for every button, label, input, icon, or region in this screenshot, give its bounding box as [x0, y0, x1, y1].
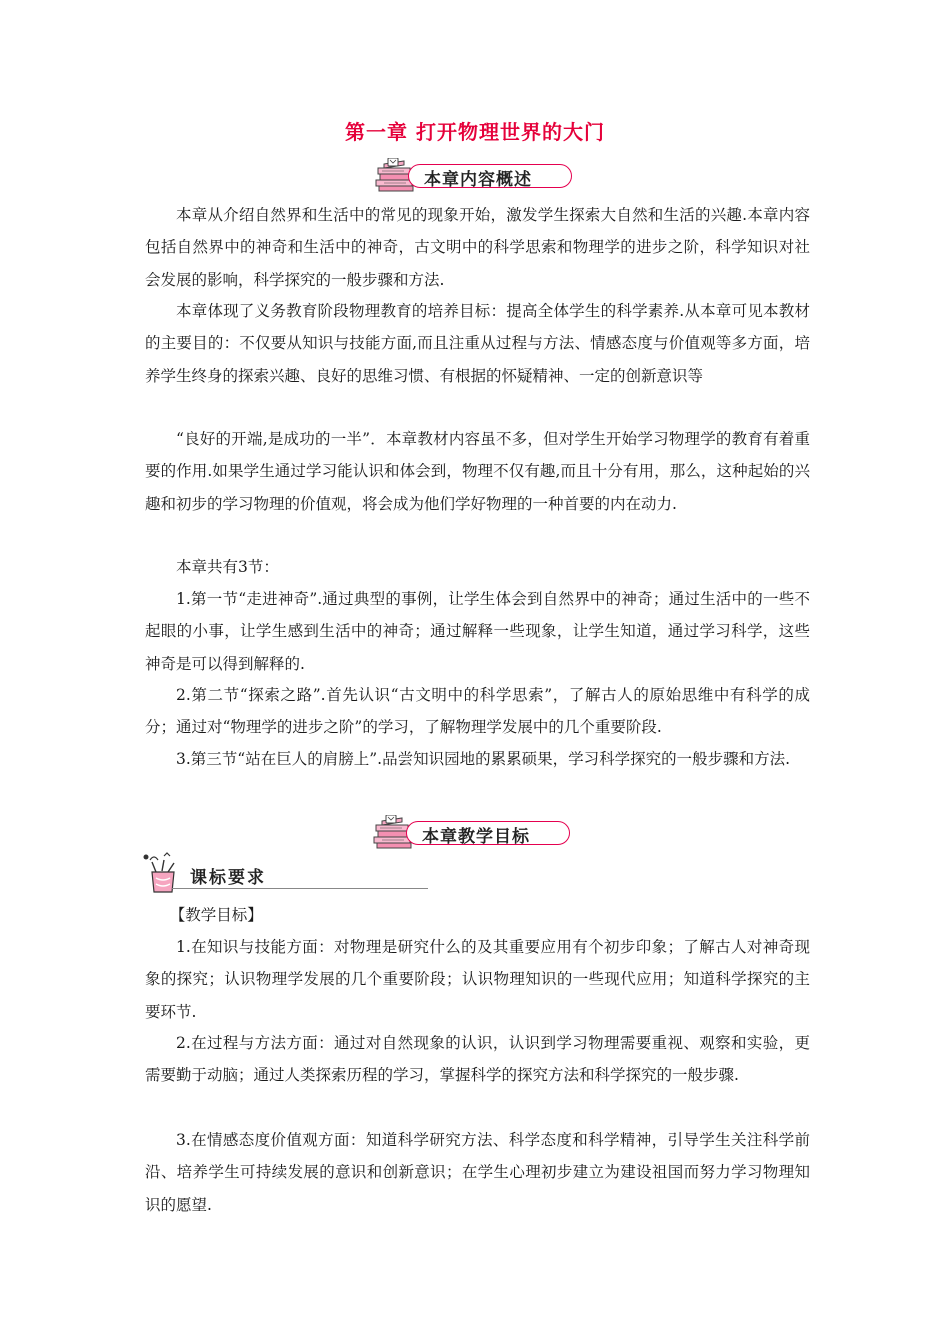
- divider: [172, 888, 428, 889]
- overview-paragraph-7: 3.第三节“站在巨人的肩膀上”.品尝知识园地的累累硕果，学习科学探究的一般步骤和方法.: [176, 750, 790, 768]
- overview-paragraph-5: 1.第一节“走进神奇”.通过典型的事例，让学生体会到自然界中的神奇；通过生活中的一些不起眼的小事，让学生感到生活中的神奇；通过解释一些现象，让学生知道，通过学习科学，这些神奇是可以得到解释的.: [145, 590, 810, 673]
- overview-paragraph-6: 2.第二节“探索之路”.首先认识“古文明中的科学思索”，了解古人的原始思维中有科学的成分；通过对“物理学的进步之阶”的学习，了解物理学发展中的几个重要阶段.: [145, 686, 810, 737]
- goals-paragraph-3: 3.在情感态度价值观方面：知道科学研究方法、科学态度和科学精神，引导学生关注科学前沿、培养学生可持续发展的意识和创新意识；在学生心理初步建立为建设祖国而努力学习物理知识的愿望.: [145, 1131, 810, 1214]
- goals-paragraph-1: 1.在知识与技能方面：对物理是研究什么的及其重要应用有个初步印象；了解古人对神奇现象的探究；认识物理学发展的几个重要阶段；认识物理知识的一些现代应用；知道科学探究的主要环节.: [145, 938, 810, 1021]
- sub-banner-label: 课标要求: [190, 868, 266, 888]
- banner-label: 本章教学目标: [422, 827, 530, 847]
- overview-paragraph-1: 本章从介绍自然界和生活中的常见的现象开始，激发学生探索大自然和生活的兴趣.本章内容包括自然界中的神奇和生活中的神奇，古文明中的科学思索和物理学的进步之阶，科学知识对社会发展的影响，科学探究的一般步骤和方法.: [145, 206, 810, 289]
- page-title: 第一章 打开物理世界的大门: [345, 120, 605, 144]
- sub-section-banner: [142, 852, 292, 894]
- banner-label: 本章内容概述: [424, 170, 532, 190]
- overview-paragraph-2: 本章体现了义务教育阶段物理教育的培养目标：提高全体学生的科学素养.从本章可见本教材的主要目的：不仅要从知识与技能方面,而且注重从过程与方法、情感态度与价值观等多方面，培养学生终身的探索兴趣、良好的思维习惯、有根据的怀疑精神、一定的创新意识等: [145, 302, 810, 385]
- goals-paragraph-2: 2.在过程与方法方面：通过对自然现象的认识，认识到学习物理需要重视、观察和实验，更需要勤于动脑；通过人类探索历程的学习，掌握科学的探究方法和科学探究的一般步骤.: [145, 1034, 810, 1085]
- section-banner-overview: [374, 158, 574, 192]
- section-banner-goals: [372, 815, 572, 849]
- overview-paragraph-4: 本章共有3节：: [176, 558, 279, 576]
- goals-heading: 【教学目标】: [169, 906, 263, 924]
- overview-paragraph-3: “良好的开端,是成功的一半”．本章教材内容虽不多，但对学生开始学习物理学的教育有着重要的作用.如果学生通过学习能认识和体会到，物理不仅有趣,而且十分有用，那么，这种起始的兴趣和初步的学习物理的价值观，将会成为他们学好物理的一种首要的内在动力.: [145, 430, 810, 513]
